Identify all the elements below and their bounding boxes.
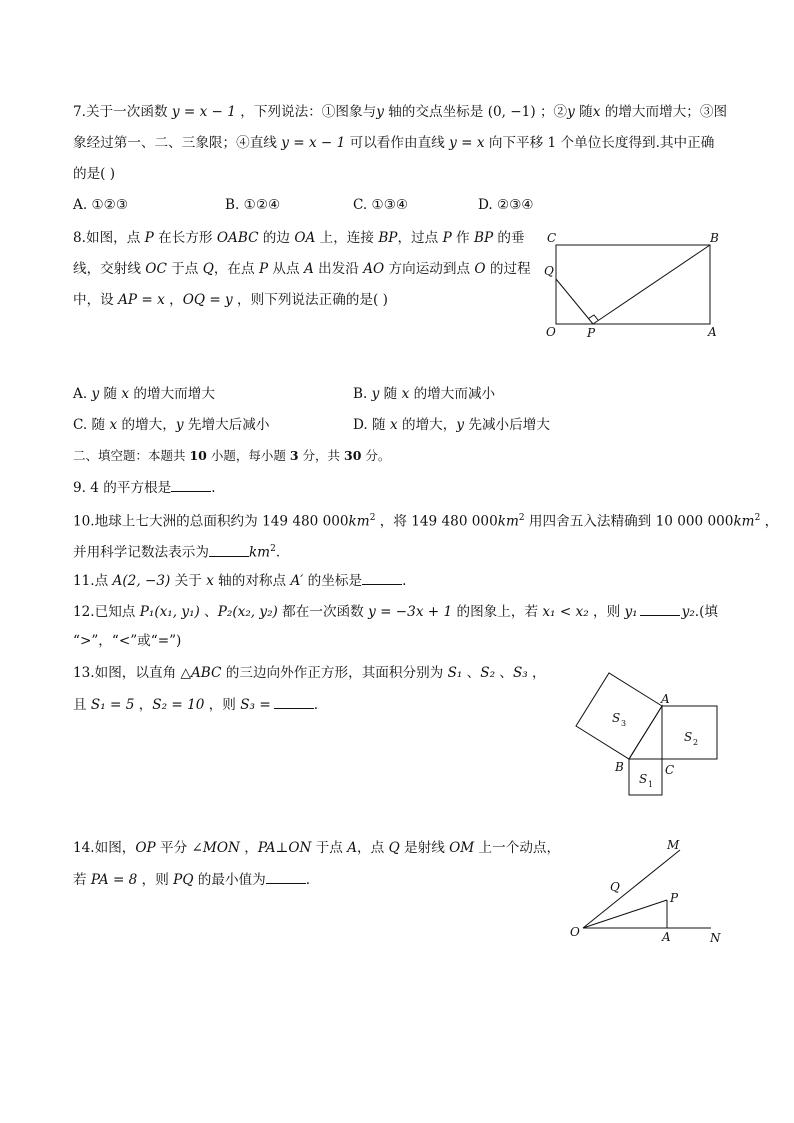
q8-var: x — [389, 417, 398, 433]
ray-op — [583, 900, 667, 928]
q8-var: y — [371, 386, 380, 402]
q14-var: A — [347, 840, 358, 856]
q8-var: Q — [202, 261, 214, 277]
q7-option-a: A. ①②③ — [73, 197, 129, 213]
q10-sup: 2 — [369, 513, 376, 523]
q7-text: 向下平移 1 个单位长度得到.其中正确 — [484, 135, 715, 151]
q10-text: ， — [760, 513, 779, 530]
q8-var: OABC — [216, 230, 259, 246]
q13-triangle: △ABC — [180, 665, 222, 681]
q14-text: 若 — [73, 872, 91, 888]
q13-condition: S₂ = 10 — [152, 697, 205, 713]
q8-var: P — [144, 230, 154, 246]
section-heading-text: 小题，每小题 — [206, 448, 290, 463]
q12-var: y₂ — [681, 604, 695, 620]
q7-text: ；② — [535, 104, 568, 120]
q10-text: ，将 149 480 000 — [375, 513, 498, 530]
q14-angle: ∠MON — [191, 840, 240, 856]
q7-text: 随 — [574, 104, 593, 120]
q7-option-d: D. ②③④ — [478, 197, 534, 213]
label-a: A — [661, 692, 670, 706]
q8-option-b-text: 的增大而减小 — [409, 386, 496, 402]
q13-text: 的三边向外作正方形，其面积分别为 — [221, 665, 448, 681]
q7-text: 的是( ) — [73, 166, 116, 182]
q8-text: 方向运动到点 — [384, 261, 475, 277]
q10-text: 用四舍五入法精确到 10 000 000 — [524, 513, 734, 530]
label-o: O — [546, 325, 556, 339]
q10-sup: 2 — [754, 513, 761, 523]
section-heading-number: 10 — [189, 448, 207, 463]
q8-var: x — [121, 386, 130, 402]
q8-text: 出发沿 — [313, 261, 364, 277]
q8-var: BP — [378, 230, 398, 246]
q8-text: ，则下列说法正确的是( ) — [232, 292, 388, 308]
q14-text: ， — [239, 840, 258, 856]
label-o: O — [570, 925, 580, 939]
q7-var: y — [567, 104, 575, 120]
q8-text: 上，连接 — [315, 230, 379, 246]
q9-text: . — [211, 480, 216, 496]
q8-text: ， — [164, 292, 183, 308]
q8-var: BP — [473, 230, 494, 246]
q12-text: ，则 — [588, 604, 625, 620]
label-a: A — [708, 325, 717, 339]
q10-text: 并用科学记数法表示为 — [73, 544, 209, 561]
q7-option-c: C. ①③④ — [353, 197, 409, 213]
q13-var: S₃ — [512, 665, 528, 681]
q11-text: 轴的对称点 — [213, 573, 291, 589]
q8-var: O — [474, 261, 486, 277]
q8-text: 于点 — [166, 261, 203, 277]
q7-text: 可以看作由直线 — [345, 135, 450, 151]
q8-var: OA — [294, 230, 316, 246]
label-s2-subscript: 2 — [693, 738, 699, 747]
q8-var: AO — [363, 261, 385, 277]
label-s3: S — [612, 711, 621, 725]
q7-var: x — [592, 104, 601, 120]
q12-text: 12.已知点 — [73, 604, 140, 620]
q8-text: 的边 — [258, 230, 295, 246]
q8-text: ，过点 — [397, 230, 443, 246]
q8-option-a-text: 随 — [99, 386, 122, 402]
q8-var: x — [401, 386, 410, 402]
q11-point: A(2, −3) — [112, 573, 171, 589]
q7-text: ，下列说法：①图象与 — [235, 104, 377, 120]
q12-var: y₁ — [624, 604, 638, 620]
q10-unit: km — [497, 513, 519, 530]
label-b: B — [710, 231, 719, 245]
q14-text: . — [305, 872, 311, 888]
q14-text: 于点 — [311, 840, 348, 856]
q12-text: 都在一次函数 — [277, 604, 369, 620]
q13-var: S₂ — [480, 665, 496, 681]
q14-text: 的最小值为 — [193, 872, 266, 888]
label-n: N — [710, 931, 721, 945]
q8-text: 的垂 — [493, 230, 525, 246]
q14-var: PQ — [173, 872, 194, 888]
q11-var: x — [206, 573, 214, 589]
q10-text: 10.地球上七大洲的总面积约为 149 480 000 — [73, 513, 349, 530]
label-c: C — [665, 763, 675, 777]
q11-text: 的坐标是 — [303, 573, 363, 589]
q7-equation: y = x − 1 — [281, 135, 346, 151]
q8-text: 线，交射线 — [73, 261, 146, 277]
q14-text: 上一个动点， — [474, 840, 561, 856]
section-heading-number: 30 — [344, 448, 362, 463]
q8-var: x — [109, 417, 118, 433]
label-s1: S — [639, 772, 648, 786]
label-m: M — [667, 838, 680, 852]
q10-unit: km — [733, 513, 755, 530]
q8-var: A — [303, 261, 314, 277]
q13-text: 且 — [73, 697, 91, 713]
q8-var: P — [258, 261, 269, 277]
label-a: A — [662, 930, 671, 944]
q8-option-c-text: 先增大后减小 — [183, 417, 270, 433]
q12-text: 的图象上，若 — [452, 604, 543, 620]
q13-text: 、 — [462, 665, 481, 681]
q7-text: 象经过第一、二、三象限；④直线 — [73, 135, 282, 151]
q12-text: .(填 — [694, 604, 718, 620]
q14-text: 是射线 — [399, 840, 450, 856]
q8-option-a-text: 的增大而增大 — [129, 386, 215, 402]
q9-text: 9. 4 的平方根是 — [73, 480, 172, 496]
q8-option-b-text: 随 — [379, 386, 402, 402]
q13-text: ， — [134, 697, 153, 713]
q7-text: 轴的交点坐标是 — [383, 104, 488, 120]
q10-text: . — [275, 544, 281, 561]
label-p: P — [587, 326, 596, 340]
q13-text: 13.如图，以直角 — [73, 665, 181, 681]
q14-condition: PA⊥ON — [257, 840, 312, 856]
q14-condition: PA = 8 — [90, 872, 138, 888]
label-q: Q — [544, 264, 554, 278]
q14-var: OP — [135, 840, 156, 856]
q13-condition: S₃ = — [240, 697, 271, 713]
label-q: Q — [610, 880, 620, 894]
q7-equation: y = x — [449, 135, 485, 151]
q13-text: . — [313, 697, 319, 713]
label-s3-subscript: 3 — [621, 719, 627, 728]
q12-text: “>”，“<”或“=”) — [73, 633, 182, 649]
q8-option-c-text: C. 随 — [73, 417, 110, 433]
q8-var: y — [456, 417, 465, 433]
q8-option-b-text: B. — [353, 386, 372, 402]
q13-text: 、 — [495, 665, 513, 681]
q8-text: ，在点 — [213, 261, 259, 277]
q10-unit: km — [248, 544, 271, 561]
q8-var: y — [175, 417, 184, 433]
q12-equation: y = −3x + 1 — [368, 604, 453, 620]
q14-text: ，则 — [137, 872, 174, 888]
q13-text: ，则 — [204, 697, 241, 713]
section-heading-text: 二、填空题：本题共 — [73, 448, 190, 463]
q11-text: 关于 — [170, 573, 207, 589]
ray-om — [583, 850, 680, 928]
q8-option-d-text: 的增大， — [397, 417, 457, 433]
q7-text: 的增大而增大；③图 — [600, 104, 728, 120]
q11-text: 11.点 — [73, 573, 113, 589]
q8-var: y — [91, 386, 100, 402]
q8-text: 在长方形 — [153, 230, 217, 246]
q7-equation: y = x − 1 — [171, 104, 236, 120]
label-s2: S — [684, 730, 693, 744]
q8-text: 从点 — [268, 261, 304, 277]
q8-option-a-text: A. — [73, 386, 92, 402]
q12-point: P₁(x₁, y₁) — [139, 604, 200, 620]
q10-sup: 2 — [518, 513, 525, 523]
section-heading-number: 3 — [289, 448, 299, 463]
q8-text: 中，设 — [73, 292, 119, 308]
q13-condition: S₁ = 5 — [90, 697, 135, 713]
label-c: C — [547, 231, 557, 245]
q14-var: Q — [388, 840, 400, 856]
q7-text: 7.关于一次函数 — [73, 104, 172, 120]
q14-var: OM — [449, 840, 475, 856]
q11-text: . — [402, 573, 407, 589]
q10-sup: 2 — [270, 544, 276, 554]
q14-text: ，点 — [357, 840, 389, 856]
label-s1-subscript: 1 — [648, 780, 654, 789]
q8-text: 8.如图，点 — [73, 230, 145, 246]
q8-equation: AP = x — [118, 292, 165, 308]
q7-var: y — [376, 104, 384, 120]
section-heading-text: 分。 — [361, 448, 391, 463]
q10-unit: km — [348, 513, 370, 530]
q13-var: S₁ — [447, 665, 463, 681]
q8-var: P — [442, 230, 452, 246]
label-b: B — [615, 760, 624, 774]
q12-text: 、 — [199, 604, 218, 620]
q7-point: (0, −1) — [487, 104, 536, 120]
q12-point: P₂(x₂, y₂) — [217, 604, 278, 620]
q12-condition: x₁ < x₂ — [542, 604, 589, 620]
label-p: P — [670, 891, 679, 905]
q7-option-b: B. ①②④ — [225, 197, 281, 213]
q11-point: A′ — [290, 573, 304, 589]
q14-text: 平分 — [155, 840, 192, 856]
q8-text: 作 — [451, 230, 474, 246]
q8-option-d-text: D. 随 — [353, 417, 390, 433]
q14-text: 14.如图， — [73, 840, 136, 856]
q8-text: 的过程 — [485, 261, 531, 277]
q8-option-d-text: 先减小后增大 — [464, 417, 550, 433]
section-heading-text: 分，共 — [298, 448, 344, 463]
q8-var: OC — [145, 261, 167, 277]
q13-text: ， — [527, 665, 546, 681]
q8-option-c-text: 的增大， — [117, 417, 176, 433]
q8-equation: OQ = y — [182, 292, 233, 308]
